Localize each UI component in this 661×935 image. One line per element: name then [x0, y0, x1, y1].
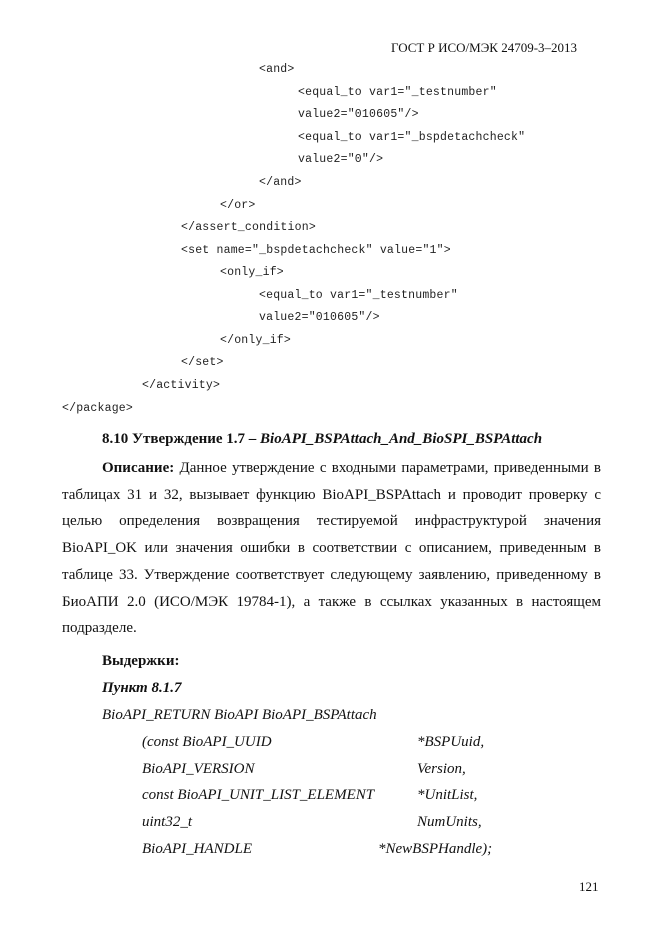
excerpts-label: Выдержки: — [102, 653, 180, 669]
param-type: uint32_t — [142, 814, 193, 830]
code-line: </activity> — [142, 379, 221, 392]
code-line: </only_if> — [220, 334, 292, 347]
code-line: <set name="_bspdetachcheck" value="1"> — [181, 244, 451, 257]
section-number-title: 8.10 Утверждение 1.7 – — [102, 431, 261, 447]
code-line: </and> — [259, 176, 302, 189]
code-line: value2="010605"/> — [298, 108, 419, 121]
description-label: Описание: — [102, 460, 175, 476]
param-name: Version, — [417, 761, 466, 777]
code-line: <equal_to var1="_testnumber" — [298, 86, 497, 99]
code-line: </assert_condition> — [181, 221, 316, 234]
code-line: </package> — [62, 402, 134, 415]
code-line: </or> — [220, 199, 256, 212]
param-name: NumUnits, — [417, 814, 482, 830]
code-line: <only_if> — [220, 266, 284, 279]
param-type: BioAPI_HANDLE — [142, 841, 252, 857]
param-type: BioAPI_VERSION — [142, 761, 255, 777]
code-line: <and> — [259, 63, 295, 76]
param-type: (const BioAPI_UUID — [142, 734, 272, 750]
code-line: value2="010605"/> — [259, 311, 380, 324]
page-number: 121 — [579, 879, 599, 894]
code-line: value2="0"/> — [298, 153, 384, 166]
section-heading — [102, 431, 542, 448]
param-name: *BSPUuid, — [417, 734, 485, 750]
code-line: <equal_to var1="_bspdetachcheck" — [298, 131, 526, 144]
document-standard-number: ГОСТ Р ИСО/МЭК 24709-3–2013 — [391, 40, 578, 55]
code-line: </set> — [181, 356, 224, 369]
param-name: *UnitList, — [417, 787, 478, 803]
assertion-name: BioAPI_BSPAttach_And_BioSPI_BSPAttach — [260, 431, 543, 447]
description-paragraph — [62, 455, 601, 642]
description-text: Данное утверждение с входными параметрами, приведенными в таблицах 31 и 32, вызывает функцию BioAPI_BSPAttach и проводит проверку с целью определения возвращения тестируемой инфраструктурой значения BioAPI_OK или значения ошибки в соответствии с описанием, приведенным в таблице 33. Утверждение соответствует следующему заявлению, приведенному в БиоАПИ 2.0 (ИСО/МЭК 19784-1), а также в ссылках указанных в настоящем подразделе. — [62, 460, 601, 637]
param-type: const BioAPI_UNIT_LIST_ELEMENT — [142, 787, 375, 803]
function-signature: BioAPI_RETURN BioAPI BioAPI_BSPAttach — [102, 707, 377, 723]
param-name: *NewBSPHandle); — [378, 841, 493, 857]
code-line: <equal_to var1="_testnumber" — [259, 289, 458, 302]
clause-reference: Пункт 8.1.7 — [102, 680, 182, 696]
